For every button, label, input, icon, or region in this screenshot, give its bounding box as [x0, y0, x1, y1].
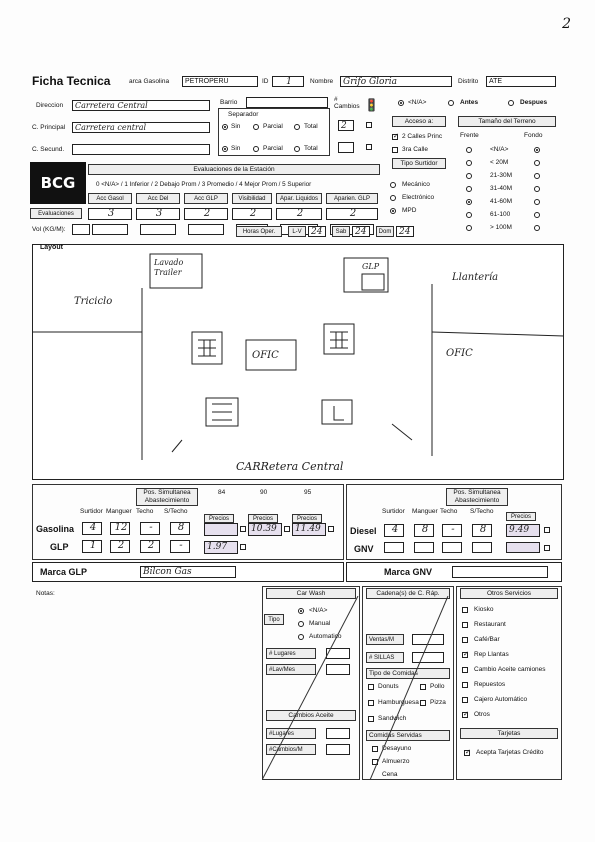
horas-value-1[interactable]: 24 [352, 226, 370, 237]
carwash-strike [262, 596, 360, 780]
surtidor-electronico-radio[interactable] [390, 195, 396, 201]
otros-chk-1[interactable] [462, 622, 468, 628]
gnv-cell-0[interactable] [384, 542, 404, 553]
carwash-auto: Automatico [309, 633, 342, 640]
evaluaciones-scale: 0 <N/A> / 1 Inferior / 2 Debajo Prom / 3 Promedio / 4 Mejor Prom / 5 Superior [96, 181, 312, 188]
eval-col-4: Apar. Liquidos [276, 193, 322, 204]
comida-pizza: Pizza [430, 699, 446, 706]
cprincipal-label: C. Principal [32, 124, 66, 131]
horas-label: Horas Oper. [236, 226, 282, 237]
form-title: Ficha Tecnica [32, 74, 111, 88]
csecund-label: C. Secund. [32, 146, 65, 153]
tarjetas-chk[interactable] [464, 750, 470, 756]
gas-precio-chk-1[interactable] [284, 526, 290, 532]
gasolina-cell-0[interactable]: 4 [82, 522, 102, 535]
carwash-na: <N/A> [309, 607, 328, 614]
gasolina-cell-3[interactable]: 8 [170, 522, 190, 535]
diesel-precio[interactable]: 9.49 [506, 524, 540, 537]
sep2-total-radio[interactable] [294, 146, 300, 152]
frente-radio-4[interactable] [466, 199, 472, 205]
timing-antes-radio[interactable] [448, 100, 454, 106]
terreno-size-1: < 20M [490, 159, 509, 166]
glp-cell-3[interactable]: - [170, 540, 190, 553]
glp-precio-chk[interactable] [240, 544, 246, 550]
marca-glp-label: Marca GLP [40, 567, 88, 577]
cprincipal-field[interactable]: Carretera central [72, 122, 210, 133]
otros-chk-5[interactable] [462, 682, 468, 688]
marca-label: arca Gasolina [129, 78, 170, 85]
barrio-field[interactable] [246, 97, 328, 108]
gnv-cell-3[interactable] [472, 542, 492, 553]
otros-item-7: Otros [474, 711, 490, 718]
sep2-sin: Sin [231, 145, 241, 152]
traffic-light-icon: 🚦 [364, 98, 379, 112]
otros-item-4: Cambio Aceite camiones [474, 666, 546, 673]
otros-item-0: Kiosko [474, 606, 494, 613]
tipo-surtidor-title: Tipo Surtidor [392, 158, 446, 169]
terreno-size-6: > 100M [490, 224, 512, 231]
nombre-label: Nombre [310, 78, 334, 85]
gas-header-1: Manguer [106, 508, 132, 515]
otros-chk-2[interactable] [462, 637, 468, 643]
glp-cell-2[interactable]: 2 [140, 540, 160, 553]
eval-value-5[interactable]: 2 [326, 208, 378, 220]
frente-label: Frente [460, 132, 479, 139]
tipo-comidas-title: Tipo de Comidas [366, 668, 450, 679]
otros-title: Otros Servicios [460, 588, 558, 599]
timing-antes: Antes [460, 99, 479, 106]
terreno-size-5: 61-100 [490, 211, 511, 218]
otros-chk-7[interactable] [462, 712, 468, 718]
vol-cell-1[interactable] [140, 224, 176, 235]
frente-radio-3[interactable] [466, 186, 472, 192]
otros-item-2: Café/Bar [474, 636, 500, 643]
eval-col-0: Acc Gasol [88, 193, 132, 204]
sep1-parcial-radio[interactable] [253, 124, 259, 130]
gas-precio-chk-2[interactable] [328, 526, 334, 532]
servida-desayuno: Desayuno [382, 745, 412, 752]
cadena-sillas-label: # SILLAS [366, 652, 404, 663]
direccion-label: Direccion [36, 102, 64, 109]
frente-radio-1[interactable] [466, 160, 472, 166]
gas-precios-hdr-1: Precios [248, 514, 278, 523]
otros-chk-3[interactable] [462, 652, 468, 658]
surtidor-electronico: Electrónico [402, 194, 435, 201]
distrito-field[interactable]: ATE [486, 76, 556, 87]
timing-na: <N/A> [408, 99, 427, 106]
terreno-size-2: 21-30M [490, 172, 513, 179]
terreno-size-3: 31-40M [490, 185, 513, 192]
cambios-field2[interactable] [338, 142, 354, 153]
carwash-lavmes-label: #Lav/Mes [266, 664, 316, 675]
timing-despues: Despues [520, 99, 548, 106]
fondo-radio-2[interactable] [534, 173, 540, 179]
eval-value-3[interactable]: 2 [232, 208, 272, 220]
die-header-3: S/Techo [470, 508, 494, 515]
frente-radio-0[interactable] [466, 147, 472, 153]
cambios-chk2[interactable] [366, 144, 372, 150]
gas-precios-hdr-0: Precios [204, 514, 234, 523]
gas-header-0: Surtidor [80, 508, 103, 515]
evaluaciones-title: Evaluaciones de la Estación [88, 164, 380, 175]
otros-item-6: Cajero Automático [474, 696, 528, 703]
nombre-field[interactable]: Grifo Gloria [340, 76, 452, 87]
marca-gnv-label: Marca GNV [384, 567, 433, 577]
notas-label: Notas: [36, 590, 55, 597]
cambios-label: # Cambios [334, 96, 360, 110]
eval-row-label: Evaluaciones [30, 208, 82, 219]
otros-item-1: Restaurant [474, 621, 506, 628]
diesel-precio-chk[interactable] [544, 527, 550, 533]
diesel-cell-3[interactable]: 8 [472, 524, 492, 537]
gnv-label: GNV [354, 544, 374, 554]
sketch-glp: GLP [362, 262, 380, 271]
gas-precio-2[interactable]: 11.49 [292, 523, 326, 536]
sketch-carretera: CARRetera Central [236, 460, 344, 473]
frente-radio-6[interactable] [466, 225, 472, 231]
layout-title: Layout [40, 244, 63, 251]
carwash-title: Car Wash [266, 588, 356, 599]
cadena-ventas-label: Ventas/M [366, 634, 404, 645]
gas-precio-0[interactable] [204, 523, 238, 536]
id-label: ID [262, 78, 269, 85]
gasolina-cell-1[interactable]: 12 [110, 522, 130, 535]
comidas-servidas-title: Comidas Servidas [366, 730, 450, 741]
sep2-sin-radio[interactable] [222, 146, 228, 152]
cambios-aceite-title: Cambios Aceite [266, 710, 356, 721]
horas-day-2: Dom [376, 226, 394, 237]
id-field[interactable]: 1 [272, 76, 304, 87]
die-pos-label: Pos. Simultanea Abastecimiento [446, 488, 508, 506]
timing-na-radio[interactable] [398, 100, 404, 106]
otros-chk-0[interactable] [462, 607, 468, 613]
frente-radio-5[interactable] [466, 212, 472, 218]
sketch-ofic2: OFIC [446, 348, 473, 359]
sep1-total: Total [304, 123, 318, 130]
surtidor-mpd: MPD [402, 207, 417, 214]
horas-day-0: L-V [288, 226, 306, 237]
barrio-label: Barrio [220, 99, 238, 106]
acceso-title: Acceso a: [392, 116, 446, 127]
vol-label: Vol (KG/M): [32, 226, 66, 233]
otros-item-3: Rep Llantas [474, 651, 509, 658]
gas-header-3: S/Techo [164, 508, 188, 515]
gas-header-2: Techo [136, 508, 154, 515]
tarjetas-title: Tarjetas [460, 728, 558, 739]
sep1-sin-radio[interactable] [222, 124, 228, 130]
eval-value-1[interactable]: 3 [136, 208, 180, 220]
servida-cena: Cena [382, 771, 398, 778]
gnv-cell-1[interactable] [414, 542, 434, 553]
separador-label: Separador [228, 111, 259, 118]
gnv-precio-chk[interactable] [544, 545, 550, 551]
fondo-radio-5[interactable] [534, 212, 540, 218]
fondo-radio-1[interactable] [534, 160, 540, 166]
gas-pos-label: Pos. Simultanea Abastecimiento [136, 488, 198, 506]
carwash-lugares-label: # Lugares [266, 648, 316, 659]
glp-cell-1[interactable]: 2 [110, 540, 130, 553]
frente-radio-2[interactable] [466, 173, 472, 179]
gas-precio-chk-0[interactable] [240, 526, 246, 532]
eval-col-2: Acc GLP [184, 193, 228, 204]
bcg-logo: BCG [30, 162, 86, 204]
cambios-chk1[interactable] [366, 122, 372, 128]
surtidor-mpd-radio[interactable] [390, 208, 396, 214]
gas-precios-hdr-2: Precios [292, 514, 322, 523]
fondo-radio-4[interactable] [534, 199, 540, 205]
timing-despues-radio[interactable] [508, 100, 514, 106]
eval-col-1: Acc Del [136, 193, 180, 204]
sep1-total-radio[interactable] [294, 124, 300, 130]
comida-hamburguesa: Hamburguesa [378, 699, 419, 706]
carwash-manual: Manual [309, 620, 331, 627]
diesel-cell-2[interactable]: - [442, 524, 462, 537]
page-number: 2 [562, 16, 571, 32]
horas-value-2[interactable]: 24 [396, 226, 414, 237]
terreno-size-0: <N/A> [490, 146, 509, 153]
acceso-2calles-chk[interactable] [392, 134, 398, 140]
diesel-label: Diesel [350, 526, 377, 536]
otros-chk-4[interactable] [462, 667, 468, 673]
gnv-precio[interactable] [506, 542, 540, 553]
sketch-ofic1: OFIC [252, 350, 279, 361]
diesel-cell-1[interactable]: 8 [414, 524, 434, 537]
otros-item-5: Repuestos [474, 681, 506, 688]
comida-donuts: Donuts [378, 683, 399, 690]
eval-value-4[interactable]: 2 [276, 208, 322, 220]
distrito-label: Distrito [458, 78, 479, 85]
die-header-0: Surtidor [382, 508, 405, 515]
die-precios-hdr: Precios [506, 512, 536, 521]
sep1-sin: Sin [231, 123, 241, 130]
marca-field[interactable]: PETROPERU [182, 76, 258, 87]
otros-chk-6[interactable] [462, 697, 468, 703]
marca-gnv-field[interactable] [452, 566, 548, 578]
oct-84: 84 [218, 489, 226, 496]
gas-precio-1[interactable]: 10.39 [248, 523, 282, 536]
acceso-2calles: 2 Calles Princ [402, 133, 443, 140]
eval-col-3: Visibilidad [232, 193, 272, 204]
csecund-field[interactable] [72, 144, 210, 155]
eval-value-2[interactable]: 2 [184, 208, 228, 220]
gasolina-cell-2[interactable]: - [140, 522, 160, 535]
vol-field[interactable] [72, 224, 90, 235]
comida-sandwich: Sandwich [378, 715, 407, 722]
cadena-strike [362, 596, 454, 780]
oct-90: 90 [260, 489, 268, 496]
terreno-title: Tamaño del Terreno [458, 116, 556, 127]
sep1-parcial: Parcial [263, 123, 283, 130]
gasolina-label: Gasolina [36, 524, 75, 534]
diesel-cell-0[interactable]: 4 [384, 524, 404, 537]
sep2-parcial: Parcial [263, 145, 283, 152]
horas-value-0[interactable]: 24 [308, 226, 326, 237]
glp-label: GLP [50, 542, 69, 552]
horas-day-1: Sab [332, 226, 350, 237]
cambios-lugares-label: #Lugares [266, 728, 316, 739]
sketch-triciclo: Triciclo [74, 296, 113, 307]
fondo-label: Fondo [524, 132, 543, 139]
sep2-total: Total [304, 145, 318, 152]
acceso-3ra: 3ra Calle [402, 146, 429, 153]
vol-cell-0[interactable] [92, 224, 128, 235]
die-header-2: Techo [440, 508, 458, 515]
surtidor-mecanico-radio[interactable] [390, 182, 396, 188]
sketch-llantas: Llantería [452, 272, 499, 283]
eval-value-0[interactable]: 3 [88, 208, 132, 220]
cambios-field[interactable]: 2 [338, 120, 354, 131]
fondo-radio-0[interactable] [534, 147, 540, 153]
tarjetas-label: Acepta Tarjetas Crédito [476, 749, 544, 756]
surtidor-mecanico: Mecánico [402, 181, 430, 188]
terreno-size-4: 41-60M [490, 198, 513, 205]
glp-precio[interactable]: 1.97 [204, 541, 238, 554]
carwash-tipo-label: Tipo [264, 614, 284, 625]
cadena-title: Cadena(s) de C. Ráp. [366, 588, 450, 599]
oct-95: 95 [304, 489, 312, 496]
eval-col-5: Aparien. GLP [326, 193, 378, 204]
sketch-lavado: Lavado Trailer [154, 258, 184, 277]
gnv-cell-2[interactable] [442, 542, 462, 553]
glp-cell-0[interactable]: 1 [82, 540, 102, 553]
servida-almuerzo: Almuerzo [382, 758, 410, 765]
acceso-3ra-chk[interactable] [392, 147, 398, 153]
marca-glp-field[interactable]: Bilcon Gas [140, 566, 236, 578]
cambios-cambios-label: #Cambios/M [266, 744, 316, 755]
die-header-1: Manguer [412, 508, 438, 515]
fondo-radio-6[interactable] [534, 225, 540, 231]
direccion-field[interactable]: Carretera Central [72, 100, 210, 111]
sep2-parcial-radio[interactable] [253, 146, 259, 152]
fondo-radio-3[interactable] [534, 186, 540, 192]
comida-pollo: Pollo [430, 683, 445, 690]
vol-cell-2[interactable] [188, 224, 224, 235]
